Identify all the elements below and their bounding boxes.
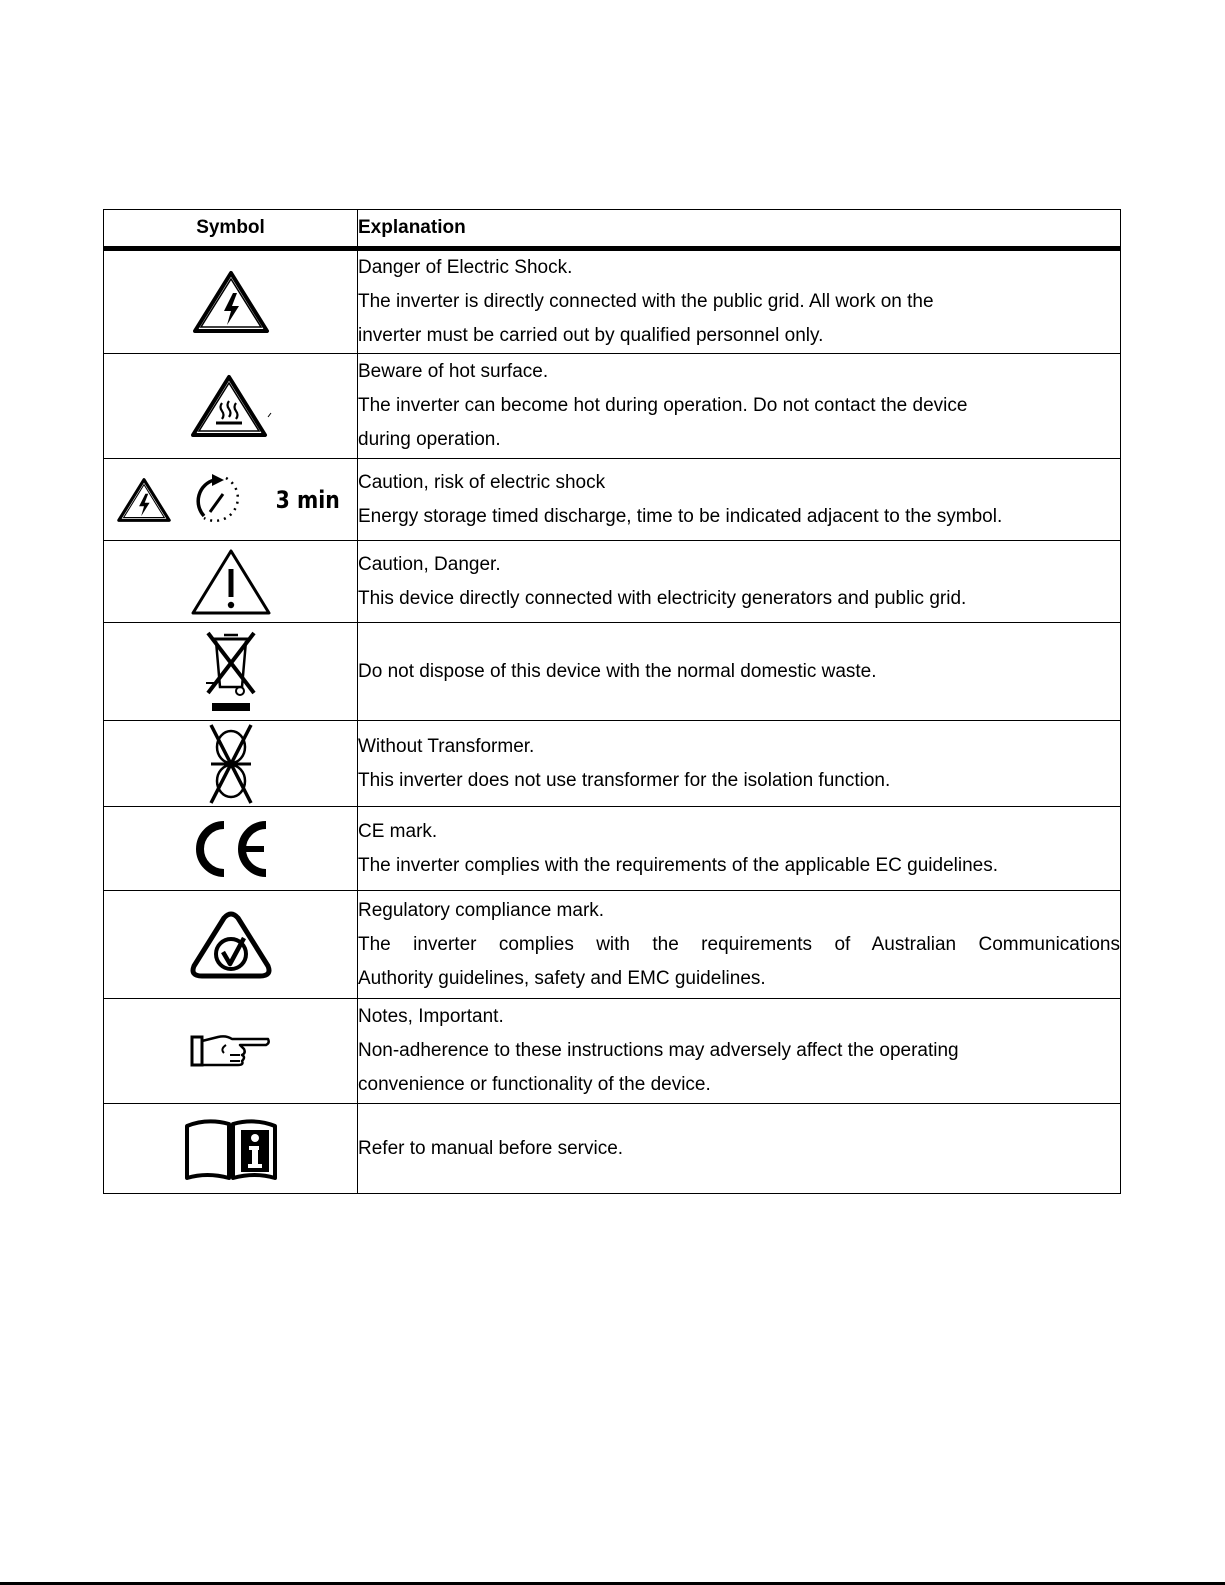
refer-to-manual-icon	[183, 1116, 279, 1182]
explanation-cell	[358, 459, 1121, 541]
table-row	[104, 459, 1121, 541]
explanation-cell	[358, 999, 1121, 1104]
symbol-cell	[104, 891, 358, 999]
table-row	[104, 807, 1121, 891]
table-row	[104, 891, 1121, 999]
table-row	[104, 541, 1121, 623]
symbol-cell	[104, 721, 358, 807]
explanation-cell	[358, 354, 1121, 459]
explanation-line: The inverter complies with the requirements of Australian Communications	[358, 933, 1120, 955]
explanation-line: Caution, Danger.	[358, 553, 501, 575]
symbol-cell	[104, 459, 358, 541]
symbol-cell	[104, 249, 358, 354]
explanation-line: The inverter is directly connected with the public grid. All work on the	[358, 291, 934, 312]
explanation-line: CE mark.	[358, 820, 438, 842]
explanation-line: Refer to manual before service.	[358, 1137, 624, 1159]
explanation-cell	[358, 249, 1121, 354]
hot-surface-warning-icon	[189, 373, 273, 439]
rcm-mark-icon	[188, 910, 274, 980]
timer-icon	[190, 470, 252, 530]
symbol-cell	[104, 1104, 358, 1194]
table-row	[104, 1104, 1121, 1194]
header-symbol: Symbol	[104, 210, 358, 249]
explanation-line: Beware of hot surface.	[358, 361, 549, 382]
explanation-cell	[358, 1104, 1121, 1194]
explanation-cell	[358, 721, 1121, 807]
explanation-line: inverter must be carried out by qualified personnel only.	[358, 325, 824, 346]
header-explanation: Explanation	[358, 210, 1121, 249]
explanation-cell	[358, 807, 1121, 891]
explanation-line: Notes, Important.	[358, 1006, 504, 1027]
electric-shock-warning-icon	[191, 269, 271, 335]
ce-mark-icon	[190, 819, 272, 879]
weee-crossed-bin-icon	[200, 627, 262, 717]
explanation-cell	[358, 541, 1121, 623]
explanation-line: convenience or functionality of the device.	[358, 1074, 711, 1095]
pointing-hand-icon	[190, 1031, 272, 1071]
symbol-table	[103, 209, 1121, 1194]
explanation-cell	[358, 623, 1121, 721]
explanation-line: Do not dispose of this device with the normal domestic waste.	[358, 660, 877, 682]
symbol-cell	[104, 541, 358, 623]
electric-shock-warning-icon	[116, 476, 172, 524]
explanation-cell	[358, 891, 1121, 999]
table-row	[104, 249, 1121, 354]
general-warning-icon	[189, 547, 273, 617]
explanation-line: The inverter can become hot during operation. Do not contact the device	[358, 395, 968, 416]
explanation-line: Caution, risk of electric shock	[358, 471, 606, 493]
symbol-cell	[104, 999, 358, 1104]
explanation-line: This inverter does not use transformer for the isolation function.	[358, 769, 891, 791]
timed-discharge-icon	[104, 470, 357, 530]
explanation-line: This device directly connected with electricity generators and public grid.	[358, 587, 967, 609]
explanation-line: The inverter complies with the requirements of the applicable EC guidelines.	[358, 854, 998, 876]
explanation-line: Energy storage timed discharge, time to be indicated adjacent to the symbol.	[358, 505, 1003, 527]
table-row	[104, 999, 1121, 1104]
symbol-cell	[104, 354, 358, 459]
explanation-line: Without Transformer.	[358, 735, 535, 757]
no-transformer-icon	[203, 723, 259, 805]
explanation-line: Authority guidelines, safety and EMC guidelines.	[358, 967, 766, 989]
table-header-row	[104, 210, 1121, 249]
explanation-line: Regulatory compliance mark.	[358, 899, 605, 921]
table-row	[104, 623, 1121, 721]
explanation-line: Non-adherence to these instructions may adversely affect the operating	[358, 1040, 959, 1061]
table-row	[104, 721, 1121, 807]
timer-minutes-label: 3 min	[275, 485, 340, 514]
symbol-cell	[104, 623, 358, 721]
explanation-line: during operation.	[358, 429, 501, 450]
explanation-line: Danger of Electric Shock.	[358, 257, 573, 278]
table-row	[104, 354, 1121, 459]
symbol-cell	[104, 807, 358, 891]
